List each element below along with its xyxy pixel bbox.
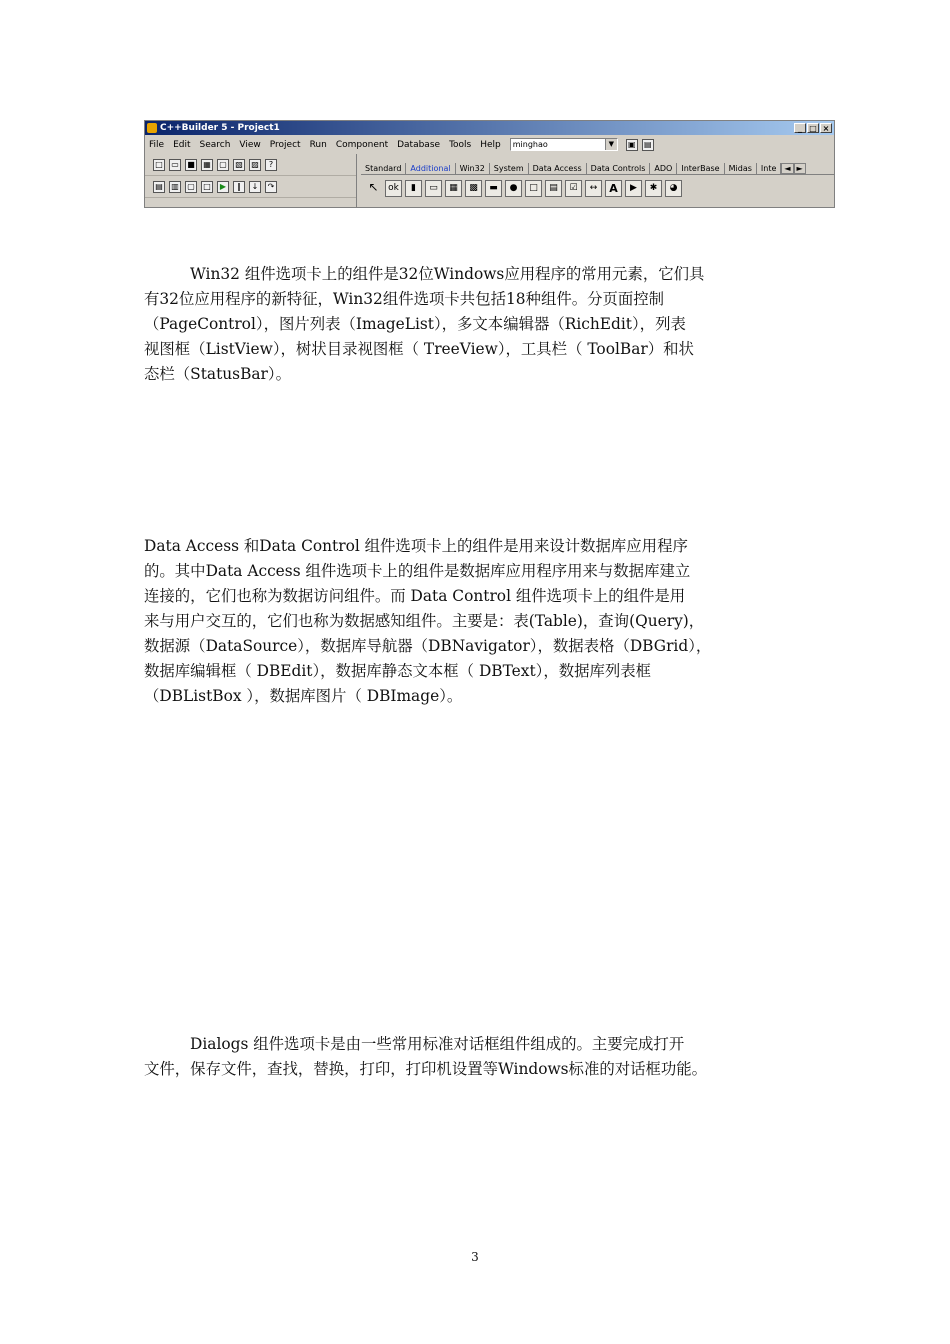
minimize-button[interactable]: _ — [794, 123, 806, 133]
menu-view[interactable]: View — [239, 139, 261, 150]
open-project-icon[interactable]: ▢ — [217, 159, 229, 171]
speedbar — [145, 154, 357, 207]
text-line: Data Access 和Data Control 组件选项卡上的组件是用来设计数据库应用程序 — [144, 537, 688, 555]
set-debug-desktop-icon[interactable]: ▤ — [642, 139, 654, 151]
trace-into-icon[interactable]: ↓ — [249, 181, 261, 193]
tab-scroll-right-icon[interactable]: ► — [794, 163, 806, 174]
save-icon[interactable]: ■ — [185, 159, 197, 171]
tab-ado[interactable]: ADO — [650, 163, 677, 174]
text-line: 文件，保存文件，查找，替换，打印，打印机设置等Windows标准的对话框功能。 — [144, 1060, 708, 1078]
text-line: 数据库编辑框（ DBEdit），数据库静态文本框（ DBText），数据库列表框 — [144, 662, 652, 680]
desktop-combo[interactable] — [510, 138, 618, 151]
bevel-icon[interactable]: □ — [525, 180, 542, 197]
applicationevents-icon[interactable]: ✱ — [645, 180, 662, 197]
tab-data-controls[interactable]: Data Controls — [587, 163, 651, 174]
text-line: 数据源（DataSource），数据库导航器（DBNavigator），数据表格（DBGrid）， — [144, 637, 712, 655]
view-form-icon[interactable]: ▥ — [169, 181, 181, 193]
tab-system[interactable]: System — [490, 163, 529, 174]
palette-tabs — [361, 158, 834, 175]
pointer-icon[interactable]: ↖ — [368, 179, 379, 194]
text-line: （PageControl），图片列表（ImageList），多文本编辑器（RichEdit），列表 — [144, 315, 686, 333]
tab-interbase[interactable]: InterBase — [677, 163, 724, 174]
menu-help[interactable]: Help — [480, 139, 501, 150]
save-desktop-icon[interactable]: ▣ — [626, 139, 638, 151]
menu-search[interactable]: Search — [199, 139, 231, 150]
text-line: 有32位应用程序的新特征，Win32组件选项卡共包括18种组件。分页面控制 — [144, 290, 665, 308]
menu-edit[interactable]: Edit — [173, 139, 191, 150]
checklistbox-icon[interactable]: ☑ — [565, 180, 582, 197]
text-line: 视图框（ListView），树状目录视图框（ TreeView），工具栏（ ToolBar）和状 — [144, 340, 694, 358]
tab-midas[interactable]: Midas — [725, 163, 757, 174]
cpp-builder-app-icon — [147, 123, 157, 133]
text-line: 的。其中Data Access 组件选项卡上的组件是数据库应用程序用来与数据库建立 — [144, 562, 691, 580]
new-icon[interactable]: □ — [153, 159, 165, 171]
tab-scroll-left-icon[interactable]: ◄ — [781, 163, 793, 174]
open-icon[interactable]: ▭ — [169, 159, 181, 171]
help-icon[interactable]: ? — [265, 159, 277, 171]
add-to-project-icon[interactable]: ▧ — [233, 159, 245, 171]
menu-run[interactable]: Run — [309, 139, 327, 150]
ide-window-title: C++Builder 5 - Project1 — [160, 123, 280, 133]
text-line: 来与用户交互的，它们也称为数据感知组件。主要是：表(Table)，查询(Query)， — [144, 612, 705, 630]
menu-database[interactable]: Database — [397, 139, 441, 150]
splitter-icon[interactable]: ↔ — [585, 180, 602, 197]
toggle-form-unit-icon[interactable]: ▢ — [185, 181, 197, 193]
text-line: Win32 组件选项卡上的组件是32位Windows应用程序的常用元素，它们具 — [190, 265, 705, 283]
ide-menubar — [145, 135, 834, 154]
tab-standard[interactable]: Standard — [361, 163, 406, 174]
remove-from-project-icon[interactable]: ▨ — [249, 159, 261, 171]
view-unit-icon[interactable]: ▤ — [153, 181, 165, 193]
shape-icon[interactable]: ● — [505, 180, 522, 197]
menu-component[interactable]: Component — [335, 139, 389, 150]
controlbar-icon[interactable]: ▶ — [625, 180, 642, 197]
view-debug-toolbar — [145, 176, 356, 198]
tab-win32[interactable]: Win32 — [456, 163, 490, 174]
image-icon[interactable]: ▬ — [485, 180, 502, 197]
ide-titlebar — [145, 121, 834, 135]
component-palette — [357, 154, 834, 207]
bitbtn-icon[interactable]: ok — [385, 180, 402, 197]
chart-icon[interactable]: ◕ — [665, 180, 682, 197]
ide-toolbars — [145, 154, 834, 207]
maskedit-icon[interactable]: ▭ — [425, 180, 442, 197]
text-line: （DBListBox ），数据库图片（ DBImage）。 — [144, 687, 463, 705]
paragraph-win32 — [144, 262, 812, 387]
text-line: Dialogs 组件选项卡是由一些常用标准对话框组件组成的。主要完成打开 — [190, 1035, 685, 1053]
ide-screenshot — [144, 120, 835, 208]
scrollbox-icon[interactable]: ▤ — [545, 180, 562, 197]
paragraph-dialogs — [144, 1032, 812, 1082]
menu-project[interactable]: Project — [269, 139, 301, 150]
paragraph-data-access — [144, 534, 812, 709]
speedbutton-icon[interactable]: ▮ — [405, 180, 422, 197]
palette-components — [361, 175, 834, 201]
save-all-icon[interactable]: ▦ — [201, 159, 213, 171]
step-over-icon[interactable]: ↷ — [265, 181, 277, 193]
tab-additional[interactable]: Additional — [406, 163, 455, 174]
close-button[interactable]: × — [820, 123, 832, 133]
page-number: 3 — [471, 1250, 479, 1264]
new-form-icon[interactable]: □ — [201, 181, 213, 193]
tab-internet[interactable]: Inte — [757, 163, 782, 174]
pause-icon[interactable]: ‖ — [233, 181, 245, 193]
menu-file[interactable]: File — [149, 139, 165, 150]
stringgrid-icon[interactable]: ▦ — [445, 180, 462, 197]
menu-tools[interactable]: Tools — [449, 139, 472, 150]
text-line: 连接的，它们也称为数据访问组件。而 Data Control 组件选项卡上的组件是用 — [144, 587, 686, 605]
drawgrid-icon[interactable]: ▩ — [465, 180, 482, 197]
statictext-icon[interactable]: A — [605, 180, 622, 197]
standard-toolbar — [145, 154, 356, 176]
desktop-combo-value: minghao — [512, 140, 548, 149]
text-line: 态栏（StatusBar）。 — [144, 365, 291, 383]
tab-data-access[interactable]: Data Access — [529, 163, 587, 174]
chevron-down-icon[interactable]: ▼ — [605, 139, 617, 150]
maximize-button[interactable]: □ — [807, 123, 819, 133]
run-icon[interactable]: ▶ — [217, 181, 229, 193]
